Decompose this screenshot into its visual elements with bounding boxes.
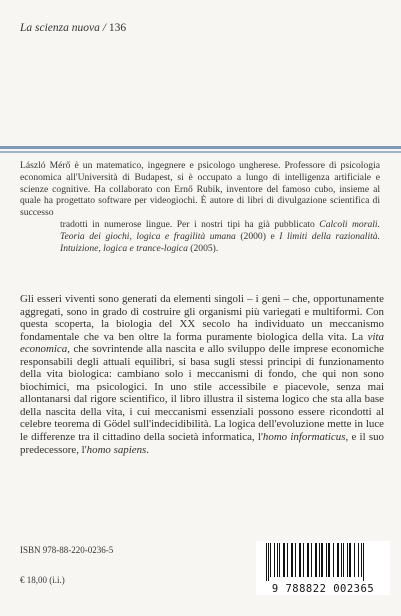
barcode-bar [315,543,317,577]
barcode-digits: 9 788822 002365 [271,583,375,595]
bio-book-title-2: I limiti della razionalità. Intuizione, logica e trance-logica [60,230,380,254]
barcode [256,541,390,595]
series-title [20,22,126,34]
blurb-text-1: Gli esseri viventi sono generati da elementi singoli – i geni – che, opportunamente aggregati, sono in grado di costruire gli organismi più variegati e multiformi. Con questa scoperta, la biologia del XX secolo ha individuato un meccanismo fondamentale che va ben oltre la forma puramente biologica della vita. La [20,293,384,343]
barcode-bar [333,543,334,577]
author-bio [20,160,380,254]
blurb-text-2: , che sovrintende alla nascita e allo sviluppo delle imprese economiche responsabili degli attuali equilibri, si basa sugli stessi principi di funzionamento della vita biologica: cambiano solo i meccanismi di fondo, che qui non sono biochimici, ma psicologici. In uno stile accessibile e piacevole, senza mai allontanarsi dal rigore scientifico, il libro illustra il sistema logico che sta alla base della nascita della vita, i cui meccanismi essenziali possono essere ricondotti al celebre teorema di Gödel sull'indecidibilità. La logica dell'evoluzione mette in luce le differenze tra il cittadino della società informatica, l' [20,343,384,444]
series-name: La scienza nuova [20,22,100,34]
divider-rule-bottom [0,151,401,153]
author-bio-paragraph-2 [20,219,380,254]
barcode-bar [287,543,288,577]
blurb-text-3: , e il suo predecessore, l' [20,431,385,456]
isbn-number: ISBN 978-88-220-0236-5 [20,545,114,555]
barcode-bar [328,543,330,577]
barcode-bar [343,543,344,577]
bio-book-title-1: Calcoli morali. Teoria dei giochi, logica e fragilità umana [60,218,380,242]
barcode-bar [347,543,348,577]
bio-text-a: tradotti in numerose lingue. Per i nostri tipi ha già pubblicato [60,218,320,230]
barcode-bar [283,543,285,577]
barcode-bar [277,543,278,577]
barcode-bar [337,543,339,577]
barcode-bar [361,543,362,577]
blurb-term-vita-economica: vita economica [20,330,384,356]
series-separator: / [99,22,109,34]
barcode-bar [274,543,275,577]
barcode-bar [354,543,355,577]
barcode-bars [256,541,390,581]
barcode-bar [268,543,269,581]
barcode-bar [341,543,342,577]
divider-rule-top [0,146,401,149]
blurb-text-4: . [146,443,150,456]
blurb-paragraph [20,293,384,456]
bio-text-c: (2005). [187,242,219,254]
price-label: € 18,00 (i.i.) [20,575,65,585]
barcode-bar [266,543,267,581]
barcode-bar [363,543,364,581]
barcode-bar [295,543,296,577]
book-blurb [20,293,384,456]
blurb-term-homo-sapiens: homo sapiens [86,443,147,456]
blurb-term-homo-informaticus: homo informaticus [262,431,346,444]
barcode-bar [299,543,301,577]
barcode-bar [311,543,312,577]
barcode-bar [279,543,280,577]
series-number: 136 [108,22,127,34]
barcode-bar [326,543,327,577]
barcode-bar [321,543,323,577]
barcode-bar [358,543,359,577]
author-bio-paragraph-1: László Mérő è un matematico, ingegnere e psicologo ungherese. Professore di psicologia economica all'Università di Budapest, si è occupato a lungo di intelligenza artificiale e scienze cognitive. Ha collaborato con Ernő Rubik, inventore del famoso cubo, insieme al quale ha progettato software per videogiochi. È autore di libri di divulgazione scientifica di successo [20,160,380,219]
barcode-bar [319,543,320,577]
barcode-bar [291,543,293,577]
bio-text-b: (2000) e [235,230,280,242]
barcode-bar [307,543,309,577]
barcode-bar [303,543,304,577]
barcode-bar [349,543,351,577]
barcode-bar [270,543,271,577]
